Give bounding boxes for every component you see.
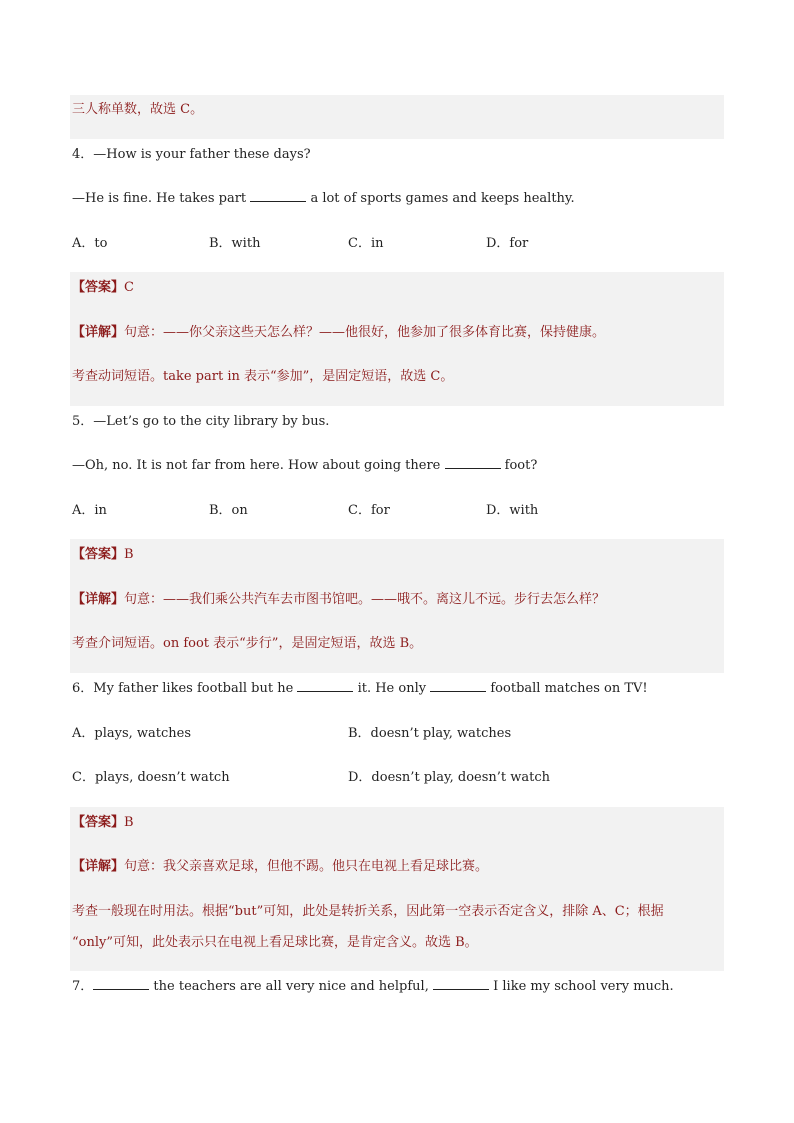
q6-answer [72, 813, 712, 833]
q4-option-c: C．in [348, 236, 384, 251]
q4-line2 [72, 189, 712, 209]
q5-detail-text: 句意：——我们乘公共汽车去市图书馆吧。——哦不。离这儿不远。步行去怎么样？ [124, 592, 606, 607]
q4-option-a: A．to [72, 236, 108, 251]
q7-blank-1 [93, 977, 149, 990]
q6-option-a: A．plays, watches [72, 726, 192, 741]
q6-line1 [72, 679, 712, 699]
q5-option-b: B．on [209, 503, 248, 518]
q6-option-c: C．plays, doesn’t watch [72, 770, 230, 785]
q6-text1c: football matches on TV! [490, 681, 648, 696]
q5-answer-value: B [124, 547, 134, 562]
q4-option-b: B．with [209, 236, 261, 251]
q6-text1a: My father likes football but he [93, 681, 294, 696]
q4-line1 [72, 145, 712, 165]
q5-explanation: 考查介词短语。on foot 表示“步行”，是固定短语，故选 B。 [72, 636, 423, 651]
q6-blank-1 [297, 679, 353, 692]
q5-line1 [72, 412, 712, 432]
q4-number: 4． [72, 147, 94, 162]
q4-blank [250, 189, 306, 202]
q6-option-b: B．doesn’t play, watches [348, 726, 512, 741]
q4-option-d: D．for [486, 236, 529, 251]
q5-line2 [72, 456, 712, 476]
q4-detail-text: 句意：——你父亲这些天怎么样？——他很好，他参加了很多体育比赛，保持健康。 [124, 325, 606, 340]
q5-option-c: C．for [348, 503, 390, 518]
q4-detail [72, 323, 712, 343]
q6-explanation-2: “only”可知，此处表示只在电视上看足球比赛，是肯定含义。故选 B。 [72, 935, 478, 950]
q7-line1 [72, 977, 712, 997]
q6-blank-2 [430, 679, 486, 692]
q6-detail [72, 857, 712, 877]
q4-text1: —How is your father these days? [93, 147, 311, 162]
q5-detail [72, 590, 712, 610]
prev-explanation: 三人称单数，故选 C。 [72, 102, 204, 117]
q6-option-d: D．doesn’t play, doesn’t watch [348, 770, 551, 785]
q6-text1b: it. He only [357, 681, 427, 696]
q4-answer-label: 【答案】 [72, 280, 125, 295]
q4-text2b: a lot of sports games and keeps healthy. [310, 191, 575, 206]
q5-blank [445, 456, 501, 469]
q5-answer [72, 545, 712, 565]
q4-answer [72, 278, 712, 298]
q6-detail-label: 【详解】 [72, 859, 125, 874]
q4-text2a: —He is fine. He takes part [72, 191, 247, 206]
q5-option-a: A．in [72, 503, 107, 518]
q7-blank-2 [433, 977, 489, 990]
q4-detail-label: 【详解】 [72, 325, 125, 340]
q4-answer-value: C [124, 280, 134, 295]
q6-answer-label: 【答案】 [72, 815, 125, 830]
q5-option-d: D．with [486, 503, 539, 518]
q5-answer-label: 【答案】 [72, 547, 125, 562]
q5-text1: —Let’s go to the city library by bus. [93, 414, 330, 429]
q5-text2a: —Oh, no. It is not far from here. How about going there [72, 458, 441, 473]
q7-text1b: I like my school very much. [493, 979, 674, 994]
q7-text1a: the teachers are all very nice and helpful, [153, 979, 429, 994]
q6-detail-text: 句意：我父亲喜欢足球，但他不踢。他只在电视上看足球比赛。 [124, 859, 489, 874]
q6-explanation-1: 考查一般现在时用法。根据“but”可知，此处是转折关系，因此第一空表示否定含义，排除 A、C；根据 [72, 904, 664, 919]
q6-answer-value: B [124, 815, 134, 830]
q5-text2b: foot? [504, 458, 538, 473]
q5-detail-label: 【详解】 [72, 592, 125, 607]
q4-explanation: 考查动词短语。take part in 表示“参加”，是固定短语，故选 C。 [72, 369, 454, 384]
q5-number: 5． [72, 414, 94, 429]
q6-number: 6． [72, 681, 94, 696]
q7-number: 7． [72, 979, 94, 994]
